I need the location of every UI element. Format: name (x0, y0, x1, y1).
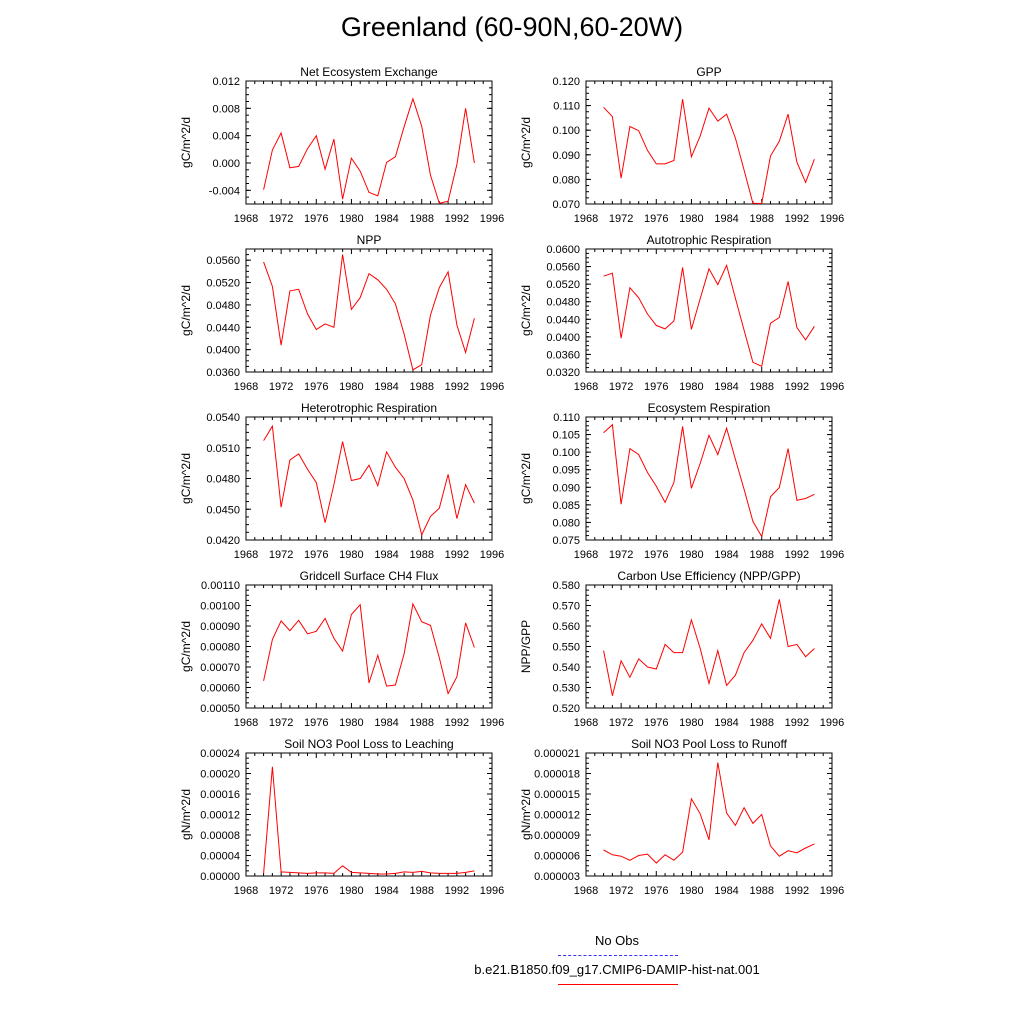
y-tick-label: 0.00004 (200, 850, 240, 863)
x-tick-label: 1976 (304, 717, 329, 729)
y-tick-label: 0.000012 (534, 809, 580, 822)
chart-title: Net Ecosystem Exchange (300, 65, 438, 79)
x-tick-label: 1980 (679, 549, 704, 561)
x-tick-label: 1972 (268, 885, 294, 897)
chart-title: Heterotrophic Respiration (300, 401, 438, 415)
y-tick-label: 0.00012 (200, 809, 240, 822)
x-tick-label: 1984 (714, 381, 739, 393)
x-tick-label: 1992 (784, 717, 810, 729)
x-tick-label: 1980 (339, 885, 364, 897)
legend-case-label: b.e21.B1850.f09_g17.CMIP6-DAMIP-hist-nat.001 (474, 962, 760, 977)
y-tick-label: 0.000006 (534, 850, 580, 863)
series-line-1 (264, 255, 475, 370)
y-tick-label: 0.008 (212, 103, 240, 116)
chart-title: Ecosystem Respiration (647, 401, 771, 415)
plot-frame (246, 585, 492, 708)
series-line-1 (604, 425, 815, 537)
x-tick-label: 1992 (784, 885, 810, 897)
y-tick-label: 0.0440 (206, 322, 240, 335)
y-tick-label: 0.095 (552, 464, 580, 477)
x-tick-label: 1984 (714, 213, 739, 225)
x-tick-label: 1968 (233, 213, 259, 225)
x-tick-label: 1992 (444, 381, 470, 393)
x-tick-label: 1992 (784, 381, 810, 393)
x-tick-label: 1988 (409, 549, 434, 561)
y-tick-label: 0.0360 (206, 367, 240, 379)
y-tick-label: 0.090 (552, 482, 580, 495)
chart-panel-5 (179, 401, 504, 561)
y-axis-label: gN/m^2/d (179, 789, 193, 840)
x-tick-label: 1988 (409, 885, 434, 897)
y-axis-label: gC/m^2/d (519, 285, 533, 336)
y-tick-label: 0.00024 (200, 748, 240, 760)
x-tick-label: 1972 (608, 885, 634, 897)
figure-title: Greenland (60-90N,60-20W) (340, 12, 684, 42)
y-tick-label: 0.00070 (200, 662, 240, 674)
y-tick-label: 0.00060 (200, 682, 240, 695)
y-tick-label: 0.00110 (201, 580, 240, 592)
y-tick-label: 0.0560 (206, 255, 240, 268)
x-tick-label: 1996 (479, 549, 505, 561)
y-tick-label: 0.000018 (534, 768, 580, 781)
y-tick-label: 0.0480 (206, 299, 240, 312)
y-axis-label: gC/m^2/d (179, 117, 193, 168)
x-tick-label: 1992 (784, 213, 810, 225)
x-tick-label: 1976 (644, 381, 669, 393)
x-tick-label: 1972 (268, 381, 294, 393)
chart-panel-10 (519, 737, 844, 897)
y-tick-label: 0.580 (552, 580, 580, 592)
chart-title: Gridcell Surface CH4 Flux (299, 569, 439, 583)
y-tick-label: 0.0600 (546, 244, 580, 256)
chart-title: Soil NO3 Pool Loss to Leaching (284, 737, 454, 751)
x-tick-label: 1996 (479, 717, 505, 729)
series-line-1 (604, 763, 815, 863)
x-tick-label: 1968 (573, 549, 599, 561)
x-tick-label: 1968 (233, 549, 259, 561)
y-axis-label: gC/m^2/d (179, 453, 193, 504)
x-tick-label: 1976 (644, 549, 669, 561)
x-tick-label: 1996 (819, 381, 845, 393)
y-tick-label: 0.0420 (206, 535, 240, 547)
x-tick-label: 1972 (268, 549, 294, 561)
y-tick-label: 0.000009 (534, 830, 580, 842)
y-axis-label: NPP/GPP (519, 619, 533, 674)
x-tick-label: 1996 (479, 885, 505, 897)
y-tick-label: 0.00020 (200, 768, 240, 781)
y-tick-label: 0.100 (552, 125, 580, 138)
y-tick-label: 0.0320 (546, 367, 580, 379)
chart-panel-7 (179, 569, 504, 729)
y-tick-label: 0.105 (552, 429, 580, 442)
chart-panel-8 (519, 569, 844, 729)
x-tick-label: 1988 (409, 381, 434, 393)
y-tick-label: 0.0540 (206, 412, 240, 424)
x-tick-label: 1996 (819, 549, 845, 561)
y-axis-label: gC/m^2/d (179, 621, 193, 672)
x-tick-label: 1984 (374, 717, 399, 729)
x-tick-label: 1980 (679, 885, 704, 897)
x-tick-label: 1996 (819, 885, 845, 897)
plot-frame (246, 417, 492, 540)
x-tick-label: 1972 (608, 717, 634, 729)
chart-panel-9 (179, 737, 504, 897)
chart-panel-3 (179, 233, 504, 393)
y-tick-label: 0.570 (552, 600, 580, 613)
series-line-1 (264, 767, 475, 874)
plot-frame (246, 81, 492, 204)
y-tick-label: 0.560 (552, 621, 580, 633)
x-tick-label: 1992 (444, 549, 470, 561)
y-tick-label: 0.00016 (200, 789, 240, 801)
x-tick-label: 1984 (374, 885, 399, 897)
chart-title: Carbon Use Efficiency (NPP/GPP) (617, 569, 801, 583)
chart-title: GPP (696, 65, 722, 79)
chart-panel-2 (519, 65, 844, 225)
y-tick-label: 0.00050 (200, 703, 240, 715)
x-tick-label: 1972 (268, 717, 294, 729)
series-line-1 (264, 99, 475, 204)
x-tick-label: 1968 (573, 717, 599, 729)
series-line-1 (264, 604, 475, 694)
y-tick-label: 0.080 (552, 517, 580, 530)
y-tick-label: 0.004 (212, 130, 240, 143)
chart-title: Autotrophic Respiration (646, 233, 772, 247)
y-tick-label: 0.0400 (206, 344, 240, 357)
chart-panel-4 (519, 233, 844, 393)
y-tick-label: 0.085 (552, 499, 580, 512)
x-tick-label: 1984 (374, 213, 399, 225)
legend-obs-label: No Obs (594, 933, 640, 948)
legend-obs-line (558, 955, 678, 956)
x-tick-label: 1980 (339, 213, 364, 225)
x-tick-label: 1980 (679, 717, 704, 729)
y-tick-label: 0.0520 (206, 277, 240, 290)
plot-frame (246, 249, 492, 372)
plot-frame (586, 249, 832, 372)
y-tick-label: 0.00008 (200, 830, 240, 842)
y-tick-label: 0.110 (553, 412, 580, 424)
x-tick-label: 1976 (304, 213, 329, 225)
plot-frame (246, 753, 492, 876)
plot-frame (586, 81, 832, 204)
x-tick-label: 1980 (339, 381, 364, 393)
x-tick-label: 1972 (268, 213, 294, 225)
y-axis-label: gN/m^2/d (519, 789, 533, 840)
x-tick-label: 1976 (644, 213, 669, 225)
series-line-1 (604, 99, 815, 203)
y-axis-label: gC/m^2/d (519, 117, 533, 168)
x-tick-label: 1984 (374, 549, 399, 561)
y-tick-label: 0.00100 (200, 600, 240, 613)
x-tick-label: 1988 (749, 885, 774, 897)
y-tick-label: 0.0400 (546, 331, 580, 344)
x-tick-label: 1988 (409, 213, 434, 225)
y-tick-label: 0.120 (552, 76, 580, 88)
x-tick-label: 1984 (714, 717, 739, 729)
x-tick-label: 1988 (749, 213, 774, 225)
x-tick-label: 1992 (444, 717, 470, 729)
y-tick-label: 0.100 (552, 447, 580, 460)
x-tick-label: 1984 (714, 885, 739, 897)
y-tick-label: 0.520 (552, 703, 580, 715)
x-tick-label: 1988 (749, 717, 774, 729)
y-tick-label: 0.012 (212, 76, 240, 88)
series-line-1 (604, 265, 815, 366)
x-tick-label: 1980 (679, 213, 704, 225)
x-tick-label: 1988 (749, 381, 774, 393)
x-tick-label: 1992 (444, 213, 470, 225)
x-tick-label: 1972 (608, 213, 634, 225)
x-tick-label: 1976 (304, 549, 329, 561)
y-tick-label: 0.00000 (200, 871, 240, 883)
x-tick-label: 1968 (233, 717, 259, 729)
y-tick-label: 0.000003 (534, 871, 580, 883)
chart-panel-1 (179, 65, 504, 225)
y-tick-label: 0.070 (552, 199, 580, 211)
y-tick-label: 0.0450 (206, 504, 240, 517)
y-tick-label: 0.075 (552, 535, 580, 547)
x-tick-label: 1992 (444, 885, 470, 897)
chart-panel-6 (519, 401, 844, 561)
x-tick-label: 1980 (339, 717, 364, 729)
x-tick-label: 1984 (374, 381, 399, 393)
x-tick-label: 1968 (573, 381, 599, 393)
y-tick-label: 0.090 (552, 149, 580, 162)
x-tick-label: 1972 (608, 549, 634, 561)
x-tick-label: 1968 (573, 885, 599, 897)
y-tick-label: 0.550 (552, 641, 580, 654)
x-tick-label: 1988 (409, 717, 434, 729)
x-tick-label: 1984 (714, 549, 739, 561)
y-axis-label: gC/m^2/d (519, 453, 533, 504)
y-tick-label: 0.0520 (546, 279, 580, 292)
y-tick-label: -0.004 (208, 185, 240, 198)
x-tick-label: 1976 (644, 717, 669, 729)
y-tick-label: 0.0480 (206, 473, 240, 486)
y-tick-label: 0.0360 (546, 349, 580, 362)
y-tick-label: 0.540 (552, 662, 580, 674)
x-tick-label: 1972 (608, 381, 634, 393)
y-tick-label: 0.000021 (534, 748, 580, 760)
series-line-1 (264, 426, 475, 535)
legend-case-line (558, 984, 678, 985)
x-tick-label: 1968 (233, 381, 259, 393)
y-tick-label: 0.000 (212, 158, 240, 170)
x-tick-label: 1976 (644, 885, 669, 897)
x-tick-label: 1968 (233, 885, 259, 897)
y-tick-label: 0.00090 (200, 621, 240, 633)
y-tick-label: 0.00080 (200, 641, 240, 654)
chart-title: Soil NO3 Pool Loss to Runoff (631, 737, 787, 751)
y-tick-label: 0.110 (553, 100, 580, 113)
y-axis-label: gC/m^2/d (179, 285, 193, 336)
y-tick-label: 0.080 (552, 174, 580, 187)
chart-title: NPP (356, 233, 382, 247)
x-tick-label: 1980 (339, 549, 364, 561)
x-tick-label: 1992 (784, 549, 810, 561)
plot-frame (586, 585, 832, 708)
series-line-1 (604, 599, 815, 695)
y-tick-label: 0.0480 (546, 296, 580, 309)
x-tick-label: 1968 (573, 213, 599, 225)
y-tick-label: 0.0440 (546, 314, 580, 327)
x-tick-label: 1988 (749, 549, 774, 561)
x-tick-label: 1996 (479, 381, 505, 393)
y-tick-label: 0.0560 (546, 261, 580, 274)
y-tick-label: 0.0510 (206, 442, 240, 455)
x-tick-label: 1980 (679, 381, 704, 393)
x-tick-label: 1996 (479, 213, 505, 225)
x-tick-label: 1976 (304, 885, 329, 897)
x-tick-label: 1976 (304, 381, 329, 393)
x-tick-label: 1996 (819, 213, 845, 225)
y-tick-label: 0.530 (552, 682, 580, 695)
y-tick-label: 0.000015 (534, 789, 580, 801)
x-tick-label: 1996 (819, 717, 845, 729)
